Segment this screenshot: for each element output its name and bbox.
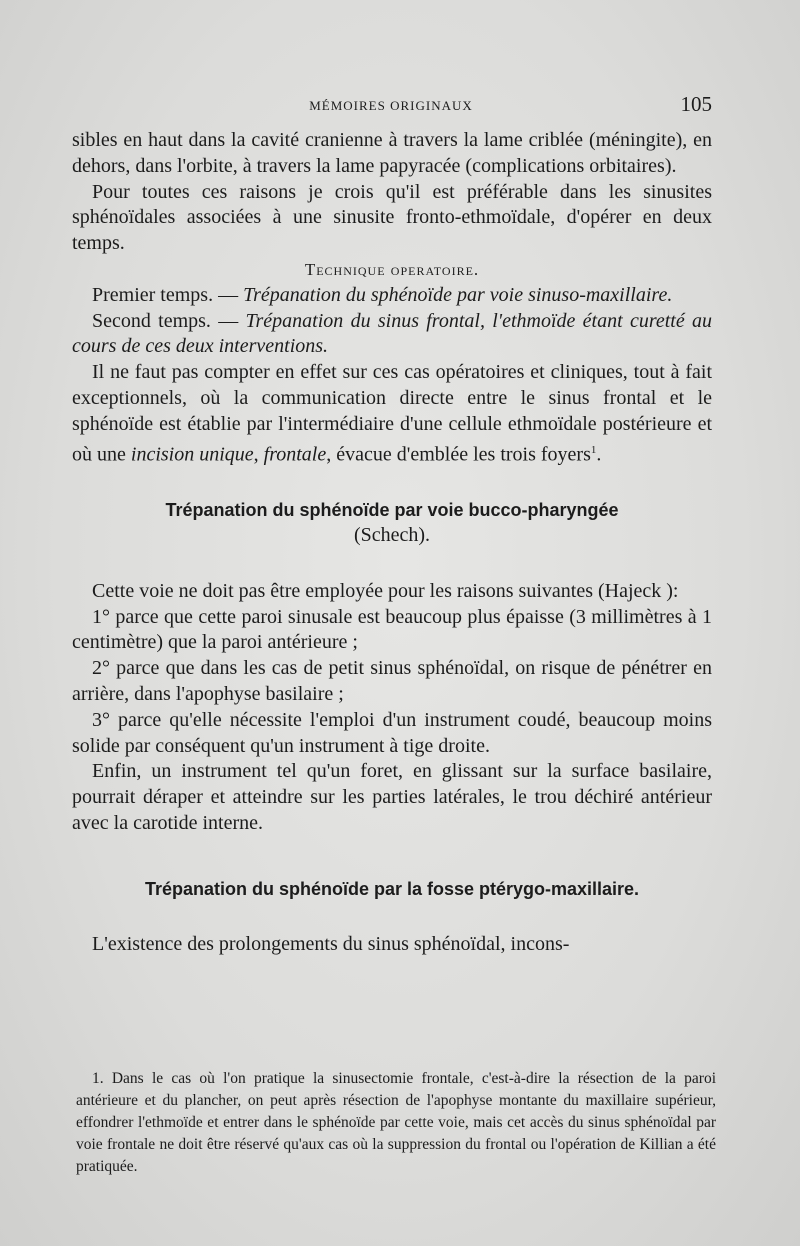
text-span: Il ne faut pas compter en effet sur ces cas opératoires et cliniques, tout à fait exceptionnels, où la communication directe entre le sinus frontal et le sphénoïde est établie par l'intermédiaire d'une cellule ethmoïdale postérieure et où une	[72, 361, 712, 466]
section-subheading: (Schech).	[353, 524, 431, 547]
paragraph	[72, 360, 712, 468]
footnote	[76, 1068, 716, 1178]
footnote-marker: 1	[590, 443, 597, 456]
paragraph-lead: Premier temps. —	[92, 283, 244, 306]
paragraph: Enfin, un instrument tel qu'un foret, en glissant sur la surface basilaire, pourrait déraper et atteindre sur les parties latérales, le trou déchiré antérieur avec la carotide interne.	[72, 760, 712, 834]
italic-text: frontale	[263, 443, 327, 466]
italic-text: Trépanation du sphénoïde par voie sinuso-maxillaire.	[243, 283, 673, 306]
page-header	[70, 92, 712, 118]
paragraph	[72, 309, 712, 361]
italic-text: Trépanation du sinus frontal, l'ethmoïde étant curetté au cours de ces deux interventions.	[72, 309, 713, 358]
technique-heading: Technique operatoire.	[304, 259, 480, 279]
paragraph: L'existence des prolongements du sinus sphénoïdal, incons-	[92, 932, 570, 955]
text-span: , évacue d'emblée les trois foyers	[326, 443, 591, 466]
paragraph: sibles en haut dans la cavité cranienne à travers la lame criblée (méningite), en dehors, dans l'orbite, à travers la lame papyracée (complications orbitaires).	[72, 129, 712, 177]
text-span: .	[596, 443, 602, 466]
running-head: MÉMOIRES ORIGINAUX	[309, 98, 473, 113]
main-text	[72, 128, 712, 958]
italic-text: incision unique	[130, 443, 254, 466]
paragraph-lead: Second temps. —	[92, 309, 246, 332]
page-number: 105	[680, 92, 712, 116]
section-heading: Trépanation du sphénoïde par la fosse ptérygo-maxillaire.	[144, 878, 640, 899]
section-heading: Trépanation du sphénoïde par voie bucco-pharyngée	[165, 500, 619, 521]
paragraph: 3° parce qu'elle nécessite l'emploi d'un instrument coudé, beaucoup moins solide par conséquent qu'un instrument à tige droite.	[72, 708, 712, 757]
footnote-text: 1. Dans le cas où l'on pratique la sinusectomie frontale, c'est-à-dire la résection de la paroi antérieure et du plancher, on peut après résection de l'apophyse montante du maxillaire supérieur, effondrer l'ethmoïde et entrer dans le sphénoïde par cette voie, mais cet accès du sinus sphénoïdal par voie frontale ne doit être réservé qu'aux cas où la suppression du frontal ou l'opération de Killian a été pratiquée.	[76, 1070, 716, 1175]
paragraph: Cette voie ne doit pas être employée pour les raisons suivantes (Hajeck ):	[92, 579, 679, 602]
paragraph: 2° parce que dans les cas de petit sinus sphénoïdal, on risque de pénétrer en arrière, dans l'apophyse basilaire ;	[72, 657, 712, 705]
text-span: ,	[253, 443, 264, 466]
paragraph: Pour toutes ces raisons je crois qu'il est préférable dans les sinusites sphénoïdales associées à une sinusite fronto-ethmoïdale, d'opérer en deux temps.	[72, 180, 712, 255]
paragraph	[72, 283, 712, 309]
paragraph: 1° parce que cette paroi sinusale est beaucoup plus épaisse (3 millimètres à 1 centimètre) que la paroi antérieure ;	[72, 605, 712, 654]
